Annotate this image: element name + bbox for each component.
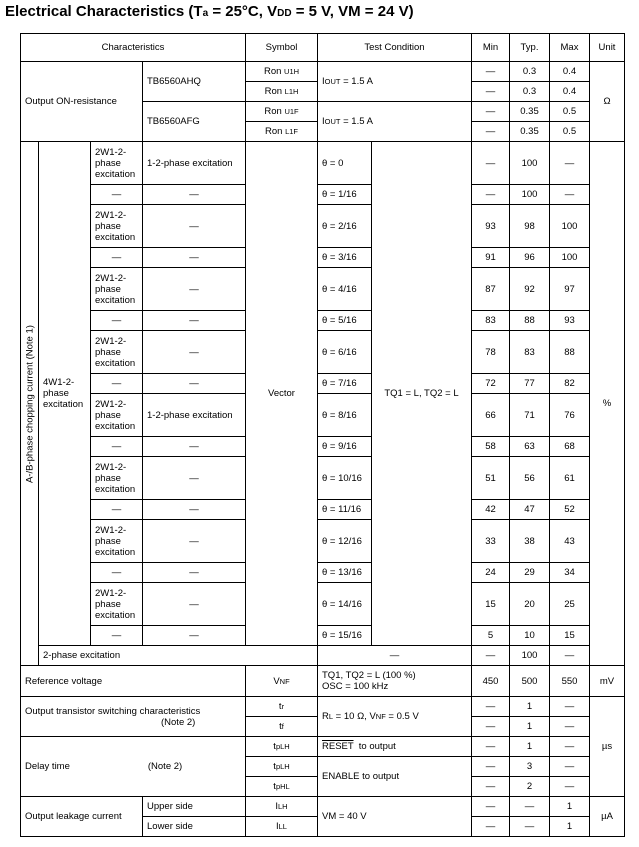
typ-value: 71 (510, 394, 550, 437)
typ-value: 2 (510, 777, 550, 797)
max-value: 61 (550, 457, 590, 500)
max-value: 43 (550, 520, 590, 563)
max-value: — (550, 717, 590, 737)
header-row (21, 34, 625, 62)
max-value: — (550, 777, 590, 797)
header-typ: Typ. (510, 34, 550, 62)
mode-2w: 2W1-2-phase excitation (91, 520, 143, 563)
condition-iout-ahq: IOUT = 1.5 A (318, 62, 472, 102)
max-value: 34 (550, 563, 590, 583)
min-value: — (472, 185, 510, 205)
max-value: 100 (550, 248, 590, 268)
typ-value: 56 (510, 457, 550, 500)
reference-label: Reference voltage (21, 666, 246, 697)
mode-dash: — (143, 311, 246, 331)
mode-dash: — (143, 563, 246, 583)
min-value: — (472, 797, 510, 817)
min-value: 450 (472, 666, 510, 697)
on-resistance-row-1 (21, 62, 625, 82)
chopping-row-12 (21, 520, 625, 563)
chopping-row-1 (21, 185, 625, 205)
typ-value: 1 (510, 717, 550, 737)
condition-iout-afg: IOUT = 1.5 A (318, 102, 472, 142)
mode-dash: — (143, 205, 246, 248)
reference-condition: TQ1, TQ2 = L (100 %) OSC = 100 kHz (318, 666, 472, 697)
min-value: 42 (472, 500, 510, 520)
switching-row-tr (21, 697, 625, 717)
theta-value: θ = 4/16 (318, 268, 372, 311)
mode-2w: 2W1-2-phase excitation (91, 268, 143, 311)
theta-value: θ = 13/16 (318, 563, 372, 583)
max-value: — (550, 697, 590, 717)
min-value: — (472, 646, 510, 666)
mode-dash: — (143, 457, 246, 500)
delay-row-1 (21, 737, 625, 757)
min-value: — (472, 142, 510, 185)
switching-label: Output transistor switching characteristics (Note 2) (21, 697, 246, 737)
symbol-tplh: tpLH (246, 737, 318, 757)
reset-condition: RESET to output (318, 737, 472, 757)
chopping-vertical-label: A-/B-phase chopping current (Note 1) (21, 142, 39, 666)
max-value: 97 (550, 268, 590, 311)
typ-value: 83 (510, 331, 550, 374)
typ-value: 92 (510, 268, 550, 311)
mode-dash: — (143, 374, 246, 394)
theta-value: θ = 1/16 (318, 185, 372, 205)
condition-tq: TQ1 = L, TQ2 = L (372, 142, 472, 646)
symbol-ill: ILL (246, 817, 318, 837)
theta-value: θ = 5/16 (318, 311, 372, 331)
symbol-vector: Vector (246, 142, 318, 646)
mode-2w: 2W1-2-phase excitation (91, 331, 143, 374)
min-value: — (472, 697, 510, 717)
min-value: 72 (472, 374, 510, 394)
symbol-ron-l1f: Ron L1F (246, 122, 318, 142)
mode-dash: — (143, 268, 246, 311)
typ-value: 63 (510, 437, 550, 457)
min-value: — (472, 62, 510, 82)
typ-value: 100 (510, 142, 550, 185)
mode-dash: — (91, 563, 143, 583)
theta-value: θ = 12/16 (318, 520, 372, 563)
unit-ohm: Ω (590, 62, 625, 142)
typ-value: 47 (510, 500, 550, 520)
mode-dash: — (143, 520, 246, 563)
symbol-tphl: tpHL (246, 777, 318, 797)
theta-value: θ = 2/16 (318, 205, 372, 248)
typ-value: 20 (510, 583, 550, 626)
max-value: 52 (550, 500, 590, 520)
unit-us: µs (590, 697, 625, 797)
min-value: 24 (472, 563, 510, 583)
header-characteristics: Characteristics (21, 34, 246, 62)
header-unit: Unit (590, 34, 625, 62)
symbol-ron-u1f: Ron U1F (246, 102, 318, 122)
min-value: — (472, 102, 510, 122)
symbol-ron-u1h: Ron U1H (246, 62, 318, 82)
mode-dash: — (91, 500, 143, 520)
mode-dash: — (143, 185, 246, 205)
min-value: 51 (472, 457, 510, 500)
typ-value: 1 (510, 737, 550, 757)
typ-value: 29 (510, 563, 550, 583)
mode-dash: — (91, 185, 143, 205)
min-value: — (472, 757, 510, 777)
typ-value: — (510, 817, 550, 837)
typ-value: 88 (510, 311, 550, 331)
min-value: — (472, 817, 510, 837)
typ-value: 0.3 (510, 62, 550, 82)
chopping-row-11 (21, 500, 625, 520)
symbol-tf: tf (246, 717, 318, 737)
mode-2w: 2W1-2-phase excitation (91, 457, 143, 500)
switching-condition: RL = 10 Ω, VNF = 0.5 V (318, 697, 472, 737)
theta-value: θ = 10/16 (318, 457, 372, 500)
theta-value: θ = 6/16 (318, 331, 372, 374)
chopping-row-3 (21, 248, 625, 268)
two-phase-condition: — (318, 646, 472, 666)
symbol-tr: tr (246, 697, 318, 717)
max-value: 76 (550, 394, 590, 437)
min-value: — (472, 777, 510, 797)
header-max: Max (550, 34, 590, 62)
chopping-row-15 (21, 626, 625, 646)
theta-value: θ = 8/16 (318, 394, 372, 437)
min-value: 91 (472, 248, 510, 268)
min-value: 87 (472, 268, 510, 311)
min-value: 83 (472, 311, 510, 331)
typ-value: 77 (510, 374, 550, 394)
typ-value: 100 (510, 646, 550, 666)
max-value: 0.4 (550, 62, 590, 82)
model-afg: TB6560AFG (143, 102, 246, 142)
mode-dash: — (91, 311, 143, 331)
typ-value: 3 (510, 757, 550, 777)
mode-2w: 2W1-2-phase excitation (91, 394, 143, 437)
max-value: 1 (550, 797, 590, 817)
mode-dash: — (143, 437, 246, 457)
min-value: 33 (472, 520, 510, 563)
max-value: 68 (550, 437, 590, 457)
chopping-row-14 (21, 583, 625, 626)
min-value: 78 (472, 331, 510, 374)
min-value: 5 (472, 626, 510, 646)
chopping-row-5 (21, 311, 625, 331)
chopping-row-9 (21, 437, 625, 457)
mode-dash: — (91, 626, 143, 646)
max-value: — (550, 757, 590, 777)
max-value: 25 (550, 583, 590, 626)
max-value: 1 (550, 817, 590, 837)
mode-2w: 2W1-2-phase excitation (91, 583, 143, 626)
group-2phase: 2-phase excitation (39, 646, 318, 666)
theta-value: θ = 11/16 (318, 500, 372, 520)
unit-mv: mV (590, 666, 625, 697)
mode-dash: — (143, 583, 246, 626)
symbol-ron-l1h: Ron L1H (246, 82, 318, 102)
theta-value: θ = 14/16 (318, 583, 372, 626)
mode-dash: — (91, 437, 143, 457)
chopping-row-4 (21, 268, 625, 311)
mode-2w: 2W1-2-phase excitation (91, 205, 143, 248)
group-4w: 4W1-2-phase excitation (39, 142, 91, 646)
theta-value: θ = 15/16 (318, 626, 372, 646)
min-value: 93 (472, 205, 510, 248)
theta-value: θ = 9/16 (318, 437, 372, 457)
header-test-condition: Test Condition (318, 34, 472, 62)
mode-dash: — (91, 374, 143, 394)
theta-value: θ = 7/16 (318, 374, 372, 394)
typ-value: 10 (510, 626, 550, 646)
leakage-label: Output leakage current (21, 797, 143, 837)
min-value: 58 (472, 437, 510, 457)
typ-value: 98 (510, 205, 550, 248)
min-value: — (472, 122, 510, 142)
symbol-vnf: VNF (246, 666, 318, 697)
min-value: 66 (472, 394, 510, 437)
mode-dash: — (143, 331, 246, 374)
max-value: 0.4 (550, 82, 590, 102)
typ-value: 0.35 (510, 122, 550, 142)
max-value: — (550, 185, 590, 205)
upper-side-label: Upper side (143, 797, 246, 817)
page-title: Electrical Characteristics (Ta = 25°C, VDD = 5 V, VM = 24 V) (5, 3, 414, 20)
max-value: — (550, 142, 590, 185)
chopping-row-13 (21, 563, 625, 583)
symbol-ilh: ILH (246, 797, 318, 817)
delay-label: Delay time (Note 2) (21, 737, 246, 797)
mode-12: 1-2-phase excitation (143, 142, 246, 185)
theta-value: θ = 0 (318, 142, 372, 185)
min-value: — (472, 737, 510, 757)
max-value: 82 (550, 374, 590, 394)
header-min: Min (472, 34, 510, 62)
chopping-row-2 (21, 205, 625, 248)
max-value: 15 (550, 626, 590, 646)
max-value: 0.5 (550, 122, 590, 142)
min-value: — (472, 717, 510, 737)
max-value: — (550, 737, 590, 757)
mode-dash: — (143, 626, 246, 646)
leakage-row-upper (21, 797, 625, 817)
typ-value: 0.3 (510, 82, 550, 102)
min-value: 15 (472, 583, 510, 626)
max-value: — (550, 646, 590, 666)
typ-value: 100 (510, 185, 550, 205)
max-value: 88 (550, 331, 590, 374)
unit-percent: % (590, 142, 625, 666)
mode-12: 1-2-phase excitation (143, 394, 246, 437)
chopping-row-8 (21, 394, 625, 437)
reference-voltage-row (21, 666, 625, 697)
typ-value: 96 (510, 248, 550, 268)
mode-2w: 2W1-2-phase excitation (91, 142, 143, 185)
typ-value: 1 (510, 697, 550, 717)
typ-value: 0.35 (510, 102, 550, 122)
max-value: 0.5 (550, 102, 590, 122)
chopping-row-6 (21, 331, 625, 374)
mode-dash: — (91, 248, 143, 268)
model-ahq: TB6560AHQ (143, 62, 246, 102)
mode-dash: — (143, 500, 246, 520)
max-value: 100 (550, 205, 590, 248)
unit-ua: µA (590, 797, 625, 837)
symbol-tplh: tpLH (246, 757, 318, 777)
two-phase-row (21, 646, 625, 666)
mode-dash: — (143, 248, 246, 268)
chopping-row-10 (21, 457, 625, 500)
header-symbol: Symbol (246, 34, 318, 62)
lower-side-label: Lower side (143, 817, 246, 837)
max-value: 550 (550, 666, 590, 697)
typ-value: 500 (510, 666, 550, 697)
theta-value: θ = 3/16 (318, 248, 372, 268)
min-value: — (472, 82, 510, 102)
chopping-row-0 (21, 142, 625, 185)
max-value: 93 (550, 311, 590, 331)
electrical-characteristics-table (20, 33, 625, 837)
on-resistance-label: Output ON-resistance (21, 62, 143, 142)
leakage-condition: VM = 40 V (318, 797, 472, 837)
typ-value: 38 (510, 520, 550, 563)
enable-condition: ENABLE to output (318, 757, 472, 797)
typ-value: — (510, 797, 550, 817)
chopping-row-7 (21, 374, 625, 394)
